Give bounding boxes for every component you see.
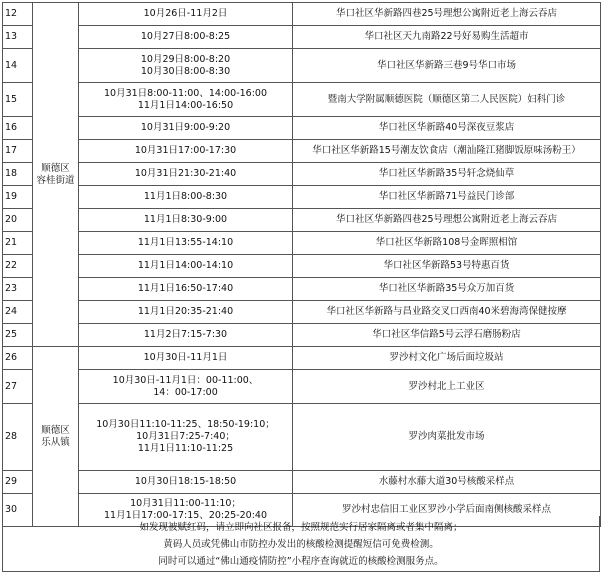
row-number: 26 xyxy=(3,347,33,370)
footer-line-3: 同时可以通过“佛山通疫情防控”小程序查询就近的核酸检测服务点。 xyxy=(158,556,444,567)
locations-table-body xyxy=(3,3,601,527)
time-cell xyxy=(79,255,293,278)
time-text: 10月30日8:00-8:30 xyxy=(140,65,231,77)
table-row xyxy=(3,471,601,494)
time-text: 10月31日7:25-7:40； xyxy=(136,431,235,443)
table-row xyxy=(3,163,601,186)
time-cell xyxy=(79,324,293,347)
time-text: 10月27日8:00-8:25 xyxy=(140,31,231,43)
time-text: 10月30日11:10-11:25、18:50-19:10； xyxy=(96,419,275,431)
place-cell: 罗沙肉菜批发市场 xyxy=(293,404,601,471)
time-text: 11月1日16:50-17:40 xyxy=(137,283,234,295)
table-row xyxy=(3,347,601,370)
place-cell: 华口社区华新路与昌业路交叉口西南40米碧海湾保健按摩 xyxy=(293,301,601,324)
table-row xyxy=(3,301,601,324)
area-cell xyxy=(33,347,79,527)
table-row xyxy=(3,209,601,232)
place-cell: 罗沙村忠信旧工业区罗沙小学后面南侧核酸采样点 xyxy=(293,494,601,527)
place-cell: 华口社区华新路四巷25号理想公寓附近老上海云吞店 xyxy=(293,3,601,26)
time-text: 14：00-17:00 xyxy=(153,386,218,398)
place-cell: 华口社区华新路35号轩念烧仙草 xyxy=(293,163,601,186)
time-text: 11月1日8:30-9:00 xyxy=(143,214,228,226)
table-row xyxy=(3,278,601,301)
row-number: 12 xyxy=(3,3,33,26)
place-cell: 暨南大学附属顺德医院（顺德区第二人民医院）妇科门诊 xyxy=(293,83,601,117)
time-cell xyxy=(79,370,293,404)
time-text: 10月31日11:00-11:10； xyxy=(130,498,241,510)
time-text: 11月1日20:35-21:40 xyxy=(137,306,234,318)
time-text: 10月29日8:00-8:20 xyxy=(140,53,231,65)
time-text: 10月30日18:15-18:50 xyxy=(134,476,237,488)
locations-table xyxy=(2,2,601,527)
table-row xyxy=(3,140,601,163)
row-number: 15 xyxy=(3,83,33,117)
row-number: 13 xyxy=(3,26,33,49)
time-text: 10月31日17:00-17:30 xyxy=(134,145,237,157)
time-text: 11月1日13:55-14:10 xyxy=(137,237,234,249)
place-cell: 华口社区华新路53号特惠百货 xyxy=(293,255,601,278)
place-cell: 华口社区华新路108号金晖照相馆 xyxy=(293,232,601,255)
place-cell: 华口社区天九南路22号好易购生活超市 xyxy=(293,26,601,49)
table-row xyxy=(3,117,601,140)
table-row xyxy=(3,83,601,117)
place-cell: 罗沙村文化广场后面垃圾站 xyxy=(293,347,601,370)
table-row xyxy=(3,3,601,26)
row-number: 24 xyxy=(3,301,33,324)
place-cell: 罗沙村北上工业区 xyxy=(293,370,601,404)
table-row xyxy=(3,404,601,471)
time-text: 11月1日14:00-16:50 xyxy=(137,99,234,111)
area-cell xyxy=(33,3,79,347)
place-cell: 华口社区华新路三巷9号华口市场 xyxy=(293,49,601,83)
time-cell xyxy=(79,232,293,255)
row-number: 14 xyxy=(3,49,33,83)
row-number: 25 xyxy=(3,324,33,347)
table-row xyxy=(3,324,601,347)
row-number: 27 xyxy=(3,370,33,404)
time-cell xyxy=(79,301,293,324)
time-text: 11月2日7:15-7:30 xyxy=(143,329,228,341)
table-row xyxy=(3,370,601,404)
time-cell xyxy=(79,83,293,117)
area-label: 容桂街道 xyxy=(36,174,75,186)
row-number: 16 xyxy=(3,117,33,140)
time-cell xyxy=(79,471,293,494)
area-label: 顺德区 xyxy=(41,424,70,436)
footer-line-2: 黄码人员或凭佛山市防控办发出的核酸检测提醒短信可免费检测。 xyxy=(163,539,439,550)
time-text: 10月30日-11月1日 xyxy=(143,352,228,364)
place-cell: 华口社区华新路40号深夜豆浆店 xyxy=(293,117,601,140)
time-cell xyxy=(79,163,293,186)
row-number: 23 xyxy=(3,278,33,301)
row-number: 29 xyxy=(3,471,33,494)
area-label: 乐从镇 xyxy=(41,436,70,448)
place-cell: 华口社区华信路5号云浮石磨肠粉店 xyxy=(293,324,601,347)
time-text: 11月1日8:00-8:30 xyxy=(143,191,228,203)
time-cell xyxy=(79,49,293,83)
time-text: 11月1日14:00-14:10 xyxy=(137,260,234,272)
area-label: 顺德区 xyxy=(41,162,70,174)
time-cell xyxy=(79,278,293,301)
time-cell xyxy=(79,26,293,49)
table-row xyxy=(3,26,601,49)
time-text: 10月31日9:00-9:20 xyxy=(140,122,231,134)
footer-line-1: 如发现被赋红码，请立即向社区报备，按照规范实行居家隔离或者集中隔离； xyxy=(139,522,463,533)
row-number: 18 xyxy=(3,163,33,186)
time-text: 10月31日8:00-11:00、14:00-16:00 xyxy=(104,87,267,99)
footer-notice xyxy=(2,516,600,572)
table-row xyxy=(3,186,601,209)
time-text: 10月31日21:30-21:40 xyxy=(134,168,237,180)
time-cell xyxy=(79,140,293,163)
time-cell xyxy=(79,404,293,471)
row-number: 19 xyxy=(3,186,33,209)
place-cell: 华口社区华新路15号潮友饮食店（潮汕隆江猪脚饭原味汤粉王） xyxy=(293,140,601,163)
row-number: 22 xyxy=(3,255,33,278)
place-cell: 华口社区华新路71号益民门诊部 xyxy=(293,186,601,209)
time-text: 10月26日-11月2日 xyxy=(143,8,228,20)
row-number: 17 xyxy=(3,140,33,163)
place-cell: 华口社区华新路四巷25号理想公寓附近老上海云吞店 xyxy=(293,209,601,232)
time-text: 11月1日17:00-17:15、20:25-20:40 xyxy=(104,510,267,521)
row-number: 21 xyxy=(3,232,33,255)
time-cell xyxy=(79,209,293,232)
time-cell xyxy=(79,117,293,140)
row-number: 30 xyxy=(3,494,33,527)
table-row xyxy=(3,232,601,255)
row-number: 28 xyxy=(3,404,33,471)
table-row xyxy=(3,255,601,278)
place-cell: 水藤村水藤大道30号核酸采样点 xyxy=(293,471,601,494)
time-cell xyxy=(79,3,293,26)
time-text: 10月30日-11月1日：00-11:00、 xyxy=(112,374,259,386)
place-cell: 华口社区华新路35号众万加百货 xyxy=(293,278,601,301)
time-text: 11月1日11:10-11:25 xyxy=(137,442,234,454)
table-row xyxy=(3,49,601,83)
time-cell xyxy=(79,186,293,209)
time-cell xyxy=(79,347,293,370)
row-number: 20 xyxy=(3,209,33,232)
